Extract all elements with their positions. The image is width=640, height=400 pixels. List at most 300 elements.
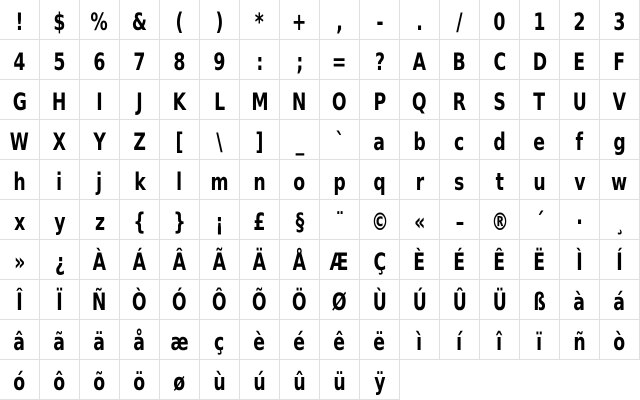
glyph-cell[interactable] — [400, 40, 440, 80]
glyph-cell[interactable] — [320, 0, 360, 40]
glyph-cell[interactable] — [360, 200, 400, 240]
glyph: l — [176, 168, 183, 196]
glyph-cell[interactable] — [600, 80, 640, 120]
glyph: 6 — [93, 48, 106, 76]
glyph: _ — [295, 128, 304, 156]
glyph-cell[interactable] — [160, 40, 200, 80]
glyph-cell[interactable] — [480, 160, 520, 200]
glyph: $ — [53, 8, 66, 36]
glyph-cell[interactable] — [120, 360, 160, 400]
glyph-cell[interactable] — [120, 240, 160, 280]
glyph-cell[interactable] — [160, 320, 200, 360]
glyph-cell[interactable] — [480, 40, 520, 80]
glyph-cell[interactable] — [440, 320, 480, 360]
glyph-cell[interactable] — [320, 200, 360, 240]
glyph-cell[interactable] — [560, 80, 600, 120]
glyph-cell[interactable] — [440, 0, 480, 40]
glyph: 0 — [493, 8, 506, 36]
glyph-cell[interactable] — [360, 360, 400, 400]
glyph-cell[interactable] — [200, 360, 240, 400]
glyph: ¿ — [54, 248, 65, 276]
glyph: û — [293, 368, 306, 396]
glyph-cell[interactable] — [400, 240, 440, 280]
glyph-cell[interactable] — [440, 200, 480, 240]
glyph-cell[interactable] — [80, 120, 120, 160]
glyph-cell[interactable] — [40, 120, 80, 160]
glyph: ï — [536, 328, 543, 356]
glyph: D — [532, 48, 547, 76]
glyph-cell[interactable] — [560, 120, 600, 160]
glyph: o — [293, 168, 306, 196]
glyph: – — [455, 208, 464, 236]
glyph: è — [253, 328, 266, 356]
glyph-cell[interactable] — [320, 360, 360, 400]
glyph-cell[interactable] — [280, 80, 320, 120]
glyph: ã — [53, 328, 66, 356]
glyph-cell[interactable] — [560, 240, 600, 280]
glyph-cell[interactable] — [600, 160, 640, 200]
glyph-cell[interactable] — [360, 40, 400, 80]
glyph: = — [332, 48, 347, 76]
glyph: Ì — [576, 248, 583, 276]
glyph: L — [213, 88, 225, 116]
glyph-cell[interactable] — [440, 120, 480, 160]
glyph-cell[interactable] — [360, 0, 400, 40]
glyph: : — [256, 48, 263, 76]
glyph: Ã — [212, 248, 227, 276]
glyph-cell[interactable] — [440, 40, 480, 80]
glyph-cell[interactable] — [520, 320, 560, 360]
glyph-cell[interactable] — [240, 120, 280, 160]
glyph: U — [572, 88, 587, 116]
glyph-cell[interactable] — [0, 280, 40, 320]
glyph: ñ — [573, 328, 586, 356]
glyph: J — [136, 88, 143, 116]
glyph: a — [373, 128, 386, 156]
glyph: 3 — [613, 8, 626, 36]
glyph-cell[interactable] — [40, 320, 80, 360]
glyph: á — [613, 288, 626, 316]
glyph: F — [613, 48, 626, 76]
glyph-cell[interactable] — [120, 320, 160, 360]
glyph-cell[interactable] — [80, 40, 120, 80]
glyph: Â — [172, 248, 187, 276]
glyph-cell[interactable] — [0, 360, 40, 400]
glyph: £ — [253, 208, 266, 236]
glyph-cell[interactable] — [480, 80, 520, 120]
glyph-cell[interactable] — [0, 120, 40, 160]
glyph-cell[interactable] — [320, 240, 360, 280]
glyph: k — [133, 168, 146, 196]
glyph: Q — [412, 88, 427, 116]
glyph: q — [373, 168, 386, 196]
glyph-cell[interactable] — [280, 40, 320, 80]
glyph-cell[interactable] — [160, 80, 200, 120]
glyph: õ — [93, 368, 106, 396]
glyph: . — [416, 8, 423, 36]
glyph: ! — [15, 8, 24, 36]
glyph-cell[interactable] — [280, 280, 320, 320]
glyph-cell[interactable] — [360, 320, 400, 360]
glyph: å — [133, 328, 146, 356]
glyph-cell[interactable] — [80, 360, 120, 400]
glyph-cell[interactable] — [480, 120, 520, 160]
glyph-cell[interactable] — [520, 160, 560, 200]
glyph: © — [370, 208, 389, 236]
glyph-cell[interactable] — [600, 280, 640, 320]
glyph: v — [573, 168, 586, 196]
glyph-cell[interactable] — [0, 160, 40, 200]
glyph: à — [573, 288, 586, 316]
glyph: ê — [333, 328, 346, 356]
glyph: % — [90, 8, 109, 36]
glyph: ß — [533, 288, 546, 316]
glyph: x — [13, 208, 26, 236]
glyph: Ò — [132, 288, 147, 316]
glyph: A — [412, 48, 427, 76]
glyph: ] — [255, 128, 264, 156]
glyph: ó — [13, 368, 26, 396]
glyph: Æ — [330, 248, 349, 276]
glyph: j — [96, 168, 103, 196]
glyph-cell[interactable] — [360, 280, 400, 320]
glyph: Û — [452, 288, 467, 316]
glyph: ù — [213, 368, 226, 396]
glyph-cell[interactable] — [200, 200, 240, 240]
glyph-cell[interactable] — [600, 0, 640, 40]
glyph-cell[interactable] — [520, 40, 560, 80]
glyph: r — [415, 168, 424, 196]
glyph-cell[interactable] — [240, 240, 280, 280]
glyph-cell[interactable] — [80, 200, 120, 240]
glyph: O — [332, 88, 347, 116]
glyph: ; — [296, 48, 303, 76]
glyph: Î — [16, 288, 23, 316]
glyph: C — [493, 48, 506, 76]
glyph: - — [375, 8, 384, 36]
glyph-cell[interactable] — [480, 320, 520, 360]
glyph-cell[interactable] — [0, 240, 40, 280]
glyph-cell[interactable] — [200, 160, 240, 200]
glyph-cell[interactable] — [280, 0, 320, 40]
glyph-cell[interactable] — [120, 40, 160, 80]
glyph: í — [456, 328, 463, 356]
glyph: ( — [175, 8, 184, 36]
glyph: ò — [613, 328, 626, 356]
glyph: & — [131, 8, 148, 36]
glyph: c — [454, 128, 465, 156]
glyph: Ë — [533, 248, 546, 276]
glyph: N — [292, 88, 307, 116]
glyph: n — [253, 168, 266, 196]
glyph: ) — [215, 8, 224, 36]
glyph: * — [254, 8, 265, 36]
glyph: Y — [93, 128, 106, 156]
glyph: Å — [292, 248, 307, 276]
glyph-cell[interactable] — [240, 160, 280, 200]
glyph: u — [533, 168, 546, 196]
glyph-cell[interactable] — [560, 40, 600, 80]
glyph-cell[interactable] — [400, 280, 440, 320]
glyph: i — [56, 168, 63, 196]
glyph: ¨ — [335, 208, 344, 236]
glyph-cell[interactable] — [600, 120, 640, 160]
glyph-cell[interactable] — [160, 200, 200, 240]
glyph-cell[interactable] — [360, 160, 400, 200]
glyph-cell[interactable] — [360, 80, 400, 120]
glyph-cell[interactable] — [120, 160, 160, 200]
glyph: 4 — [13, 48, 26, 76]
glyph: 5 — [53, 48, 66, 76]
glyph-cell[interactable] — [80, 80, 120, 120]
glyph: K — [172, 88, 187, 116]
glyph-cell[interactable] — [560, 280, 600, 320]
glyph: Z — [133, 128, 146, 156]
glyph: d — [493, 128, 506, 156]
glyph: + — [292, 8, 307, 36]
glyph-cell[interactable] — [360, 240, 400, 280]
glyph-cell[interactable] — [400, 320, 440, 360]
glyph-cell[interactable] — [560, 0, 600, 40]
glyph-cell[interactable] — [280, 360, 320, 400]
glyph: b — [413, 128, 426, 156]
glyph-cell[interactable] — [440, 80, 480, 120]
glyph: W — [9, 128, 30, 156]
glyph-cell[interactable] — [40, 360, 80, 400]
glyph: h — [13, 168, 26, 196]
glyph: S — [493, 88, 506, 116]
glyph-cell[interactable] — [400, 120, 440, 160]
glyph-cell[interactable] — [560, 160, 600, 200]
glyph: Ï — [56, 288, 63, 316]
glyph-cell[interactable] — [400, 0, 440, 40]
glyph: È — [413, 248, 426, 276]
glyph-cell[interactable] — [120, 120, 160, 160]
glyph-cell[interactable] — [80, 160, 120, 200]
glyph: s — [454, 168, 465, 196]
glyph-cell[interactable] — [40, 200, 80, 240]
glyph: P — [373, 88, 386, 116]
glyph-cell[interactable] — [160, 120, 200, 160]
glyph-cell[interactable] — [360, 120, 400, 160]
glyph: ´ — [535, 208, 544, 236]
glyph-cell[interactable] — [600, 200, 640, 240]
glyph-cell[interactable] — [0, 0, 40, 40]
glyph: ? — [374, 48, 385, 76]
glyph-cell[interactable] — [520, 200, 560, 240]
glyph: ` — [335, 128, 344, 156]
glyph: » — [13, 248, 26, 276]
glyph-cell[interactable] — [40, 0, 80, 40]
glyph: ® — [490, 208, 509, 236]
glyph-cell[interactable] — [480, 200, 520, 240]
glyph-cell[interactable] — [40, 40, 80, 80]
glyph: B — [452, 48, 467, 76]
glyph: Ä — [252, 248, 267, 276]
glyph: ¸ — [615, 208, 624, 236]
glyph: É — [453, 248, 466, 276]
glyph: ú — [253, 368, 266, 396]
glyph-cell[interactable] — [280, 200, 320, 240]
glyph-cell[interactable] — [440, 240, 480, 280]
glyph: I — [96, 88, 103, 116]
glyph-cell[interactable] — [40, 160, 80, 200]
glyph-cell[interactable] — [0, 320, 40, 360]
glyph-cell[interactable] — [520, 0, 560, 40]
glyph: e — [533, 128, 546, 156]
glyph: , — [336, 8, 343, 36]
glyph-cell[interactable] — [520, 280, 560, 320]
glyph-cell[interactable] — [40, 80, 80, 120]
glyph: Õ — [252, 288, 267, 316]
glyph-cell[interactable] — [200, 280, 240, 320]
glyph: 1 — [533, 8, 546, 36]
glyph: T — [533, 88, 546, 116]
glyph-cell[interactable] — [40, 280, 80, 320]
glyph-cell[interactable] — [200, 40, 240, 80]
glyph-cell[interactable] — [320, 320, 360, 360]
glyph: y — [53, 208, 66, 236]
glyph-cell[interactable] — [240, 360, 280, 400]
glyph: [ — [175, 128, 184, 156]
glyph-cell[interactable] — [120, 280, 160, 320]
glyph: Í — [616, 248, 623, 276]
glyph: Ç — [373, 248, 386, 276]
glyph-cell[interactable] — [520, 80, 560, 120]
glyph: ç — [214, 328, 225, 356]
glyph-cell[interactable] — [240, 200, 280, 240]
glyph: ö — [133, 368, 146, 396]
glyph-cell[interactable] — [480, 280, 520, 320]
glyph: p — [333, 168, 346, 196]
glyph: « — [413, 208, 426, 236]
glyph: ø — [173, 368, 186, 396]
glyph: Ü — [492, 288, 507, 316]
glyph: § — [295, 208, 304, 236]
glyph: æ — [170, 328, 189, 356]
glyph: / — [456, 8, 463, 36]
glyph: Á — [132, 248, 147, 276]
glyph-cell[interactable] — [120, 200, 160, 240]
glyph-cell[interactable] — [600, 240, 640, 280]
glyph-cell[interactable] — [0, 200, 40, 240]
glyph-cell[interactable] — [200, 320, 240, 360]
glyph: À — [92, 248, 107, 276]
glyph: R — [452, 88, 467, 116]
glyph-cell[interactable] — [520, 120, 560, 160]
glyph-cell[interactable] — [320, 280, 360, 320]
glyph-cell[interactable] — [480, 0, 520, 40]
glyph: 9 — [213, 48, 226, 76]
glyph-cell[interactable] — [160, 240, 200, 280]
glyph: Ñ — [92, 288, 107, 316]
glyph: ¡ — [215, 208, 224, 236]
glyph-cell[interactable] — [200, 0, 240, 40]
glyph: Ù — [372, 288, 387, 316]
glyph: X — [52, 128, 67, 156]
glyph-cell[interactable] — [0, 40, 40, 80]
glyph-cell[interactable] — [200, 80, 240, 120]
glyph: H — [52, 88, 67, 116]
glyph-cell[interactable] — [560, 200, 600, 240]
glyph-cell[interactable] — [120, 80, 160, 120]
glyph: Ê — [493, 248, 506, 276]
glyph-cell[interactable] — [560, 320, 600, 360]
glyph-cell[interactable] — [320, 120, 360, 160]
glyph: M — [250, 88, 269, 116]
glyph-cell[interactable] — [80, 280, 120, 320]
glyph: ÿ — [373, 368, 386, 396]
glyph: m — [210, 168, 229, 196]
glyph-cell[interactable] — [160, 160, 200, 200]
glyph-cell[interactable] — [600, 320, 640, 360]
glyph-cell[interactable] — [240, 320, 280, 360]
glyph-cell[interactable] — [520, 240, 560, 280]
glyph-cell[interactable] — [280, 160, 320, 200]
glyph: Ø — [332, 288, 347, 316]
glyph-cell[interactable] — [160, 360, 200, 400]
glyph: { — [133, 208, 146, 236]
glyph: ë — [373, 328, 386, 356]
glyph-cell[interactable] — [240, 80, 280, 120]
glyph-cell[interactable] — [600, 40, 640, 80]
glyph: ä — [93, 328, 106, 356]
glyph-cell[interactable] — [120, 0, 160, 40]
glyph: Ó — [172, 288, 187, 316]
glyph: ü — [333, 368, 346, 396]
glyph: ô — [53, 368, 66, 396]
glyph-cell[interactable] — [280, 320, 320, 360]
glyph: 7 — [133, 48, 146, 76]
glyph-cell[interactable] — [280, 240, 320, 280]
glyph: Ú — [412, 288, 427, 316]
glyph-cell[interactable] — [400, 80, 440, 120]
glyph-cell[interactable] — [40, 240, 80, 280]
glyph: é — [293, 328, 306, 356]
glyph-cell[interactable] — [400, 160, 440, 200]
glyph-cell[interactable] — [240, 0, 280, 40]
glyph-cell[interactable] — [200, 120, 240, 160]
glyph: V — [612, 88, 627, 116]
glyph: Ô — [212, 288, 227, 316]
glyph-cell[interactable] — [160, 0, 200, 40]
glyph-cell[interactable] — [280, 120, 320, 160]
glyph-cell[interactable] — [320, 40, 360, 80]
glyph-cell[interactable] — [80, 320, 120, 360]
glyph-cell[interactable] — [200, 240, 240, 280]
glyph-cell[interactable] — [320, 160, 360, 200]
glyph-cell[interactable] — [240, 280, 280, 320]
glyph-cell[interactable] — [80, 0, 120, 40]
glyph: 8 — [173, 48, 186, 76]
glyph: 2 — [573, 8, 586, 36]
glyph: g — [613, 128, 626, 156]
glyph: G — [12, 88, 27, 116]
glyph-cell[interactable] — [480, 240, 520, 280]
glyph-cell[interactable] — [80, 240, 120, 280]
glyph: â — [13, 328, 26, 356]
glyph: E — [573, 48, 586, 76]
glyph-cell[interactable] — [240, 40, 280, 80]
glyph: } — [173, 208, 186, 236]
glyph-cell[interactable] — [400, 200, 440, 240]
glyph: t — [495, 168, 504, 196]
glyph-cell[interactable] — [440, 160, 480, 200]
glyph-cell[interactable] — [160, 280, 200, 320]
glyph-cell[interactable] — [320, 80, 360, 120]
glyph-cell[interactable] — [440, 280, 480, 320]
glyph-cell[interactable] — [0, 80, 40, 120]
